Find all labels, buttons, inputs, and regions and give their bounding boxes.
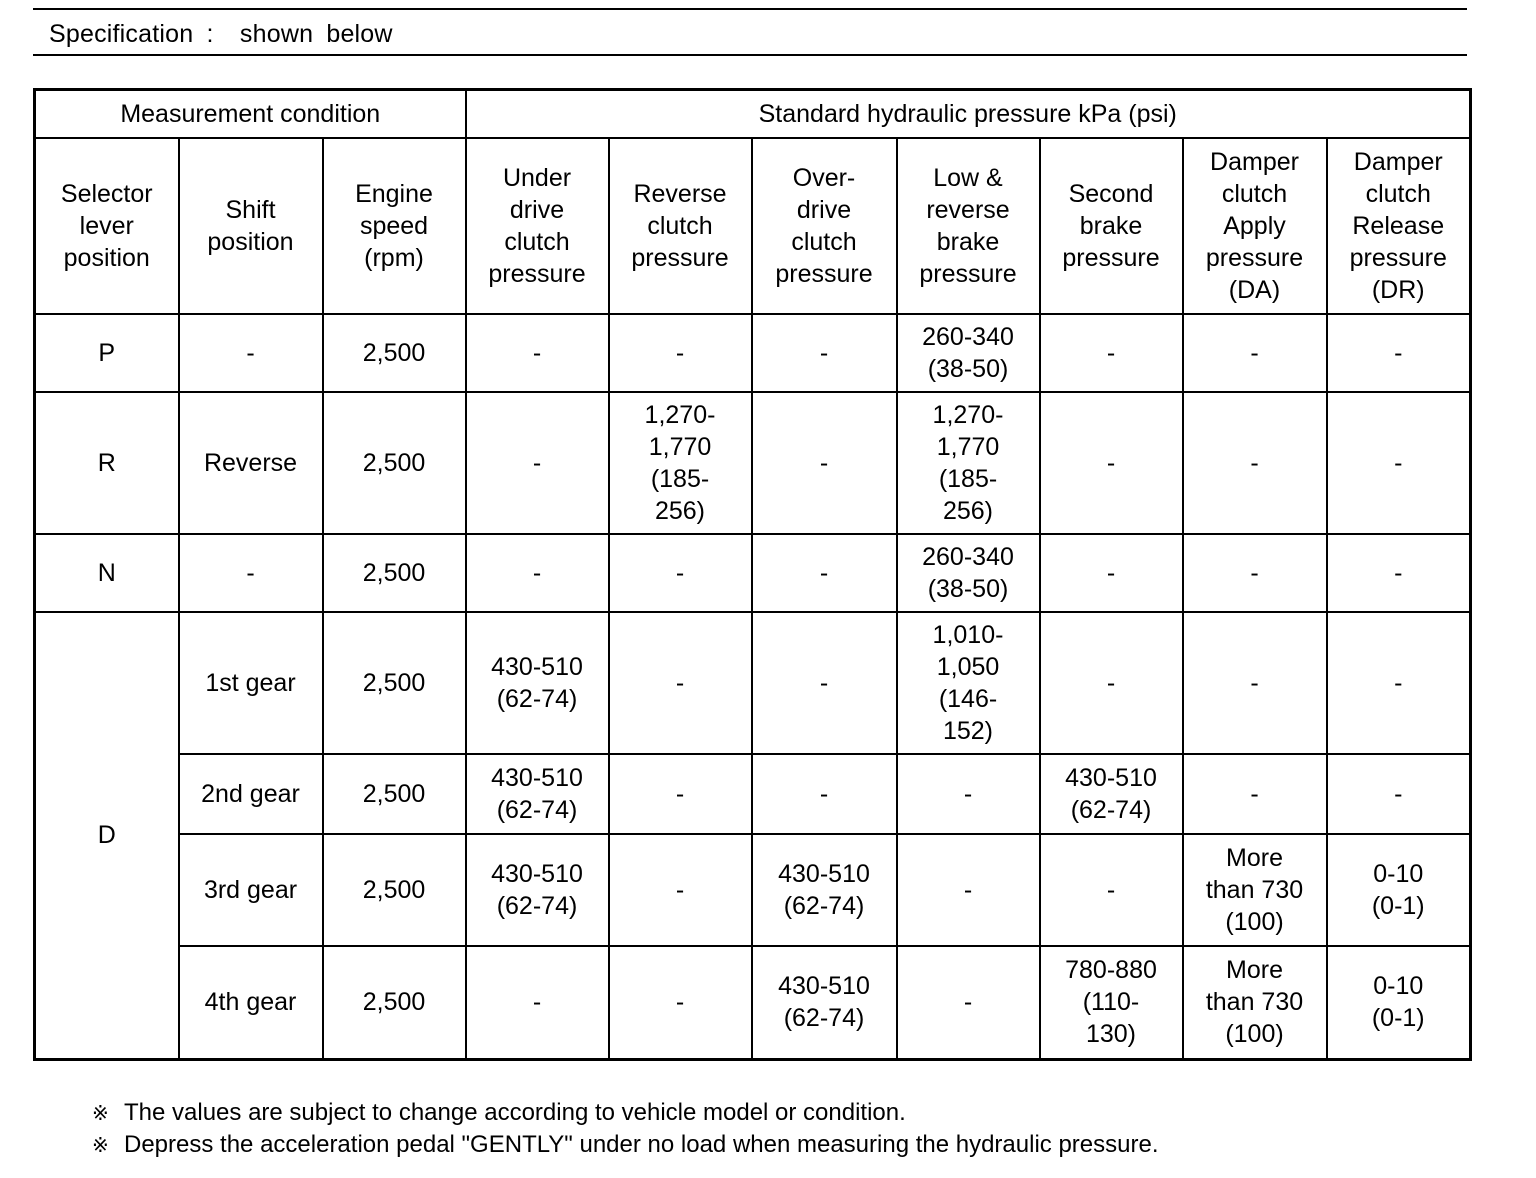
table-row [35,314,1471,392]
value-cell: - [1327,754,1471,834]
value-cell: 430-510 (62-74) [466,754,609,834]
value-cell: - [1040,534,1183,612]
value-cell: 0-10 (0-1) [1327,834,1471,946]
shift-cell: 4th gear [179,946,323,1060]
selector-cell: P [35,314,179,392]
value-cell: - [897,946,1040,1060]
value-cell: 1,270- 1,770 (185- 256) [897,392,1040,534]
col-header-shift: Shift position [179,138,323,314]
col-header-selector: Selector lever position [35,138,179,314]
shift-cell: Reverse [179,392,323,534]
value-cell: - [609,834,752,946]
group-header-row [35,90,1471,138]
selector-cell: N [35,534,179,612]
column-header-row [35,138,1471,314]
value-cell: - [752,314,897,392]
value-cell: 430-510 (62-74) [752,834,897,946]
value-cell: 430-510 (62-74) [466,612,609,754]
value-cell: - [466,534,609,612]
col-header-underdrive: Under drive clutch pressure [466,138,609,314]
table-row [35,754,1471,834]
value-cell: 1,270- 1,770 (185- 256) [609,392,752,534]
value-cell: - [609,946,752,1060]
hydraulic-pressure-table [33,88,1472,1061]
selector-cell: R [35,392,179,534]
col-header-engine-speed: Engine speed (rpm) [323,138,466,314]
footnote [92,1097,1159,1129]
footnote-text: The values are subject to change according to vehicle model or condition. [124,1099,906,1126]
footnote [92,1129,1159,1161]
footnote-text: Depress the acceleration pedal "GENTLY" under no load when measuring the hydraulic pressure. [124,1131,1159,1158]
table-row [35,392,1471,534]
value-cell: - [1327,314,1471,392]
value-cell: - [1040,834,1183,946]
shift-cell: - [179,314,323,392]
value-cell: - [1183,314,1327,392]
value-cell: - [752,392,897,534]
value-cell: - [1183,392,1327,534]
value-cell: - [609,314,752,392]
speed-cell: 2,500 [323,754,466,834]
value-cell: 1,010- 1,050 (146- 152) [897,612,1040,754]
value-cell: - [1040,314,1183,392]
value-cell: 260-340 (38-50) [897,314,1040,392]
value-cell: - [1183,754,1327,834]
value-cell: 780-880 (110- 130) [1040,946,1183,1060]
value-cell: 0-10 (0-1) [1327,946,1471,1060]
speed-cell: 2,500 [323,946,466,1060]
speed-cell: 2,500 [323,834,466,946]
value-cell: 430-510 (62-74) [1040,754,1183,834]
value-cell: - [1327,612,1471,754]
shift-cell: 3rd gear [179,834,323,946]
value-cell: - [609,534,752,612]
speed-cell: 2,500 [323,534,466,612]
specification-bar [33,8,1467,56]
speed-cell: 2,500 [323,612,466,754]
reference-mark-icon: ※ [92,1101,109,1125]
value-cell: - [897,754,1040,834]
value-cell: - [466,946,609,1060]
value-cell: - [1327,534,1471,612]
table-row [35,612,1471,754]
footnotes [92,1097,1159,1161]
col-header-second-brake: Second brake pressure [1040,138,1183,314]
selector-cell: D [35,612,179,1060]
value-cell: 430-510 (62-74) [466,834,609,946]
value-cell: - [1327,392,1471,534]
reference-mark-icon: ※ [92,1133,109,1157]
value-cell: - [752,612,897,754]
value-cell: - [897,834,1040,946]
value-cell: - [1040,392,1183,534]
col-header-damper-release: Damper clutch Release pressure (DR) [1327,138,1471,314]
col-header-overdrive: Over- drive clutch pressure [752,138,897,314]
value-cell: - [1040,612,1183,754]
value-cell: - [1183,534,1327,612]
value-cell: - [752,754,897,834]
value-cell: - [466,314,609,392]
shift-cell: - [179,534,323,612]
col-header-low-reverse: Low & reverse brake pressure [897,138,1040,314]
value-cell: 260-340 (38-50) [897,534,1040,612]
value-cell: 430-510 (62-74) [752,946,897,1060]
value-cell: - [752,534,897,612]
table-row [35,534,1471,612]
table-row [35,834,1471,946]
value-cell: - [1183,612,1327,754]
specification-label: Specification : shown below [49,20,393,48]
speed-cell: 2,500 [323,392,466,534]
standard-pressure-header: Standard hydraulic pressure kPa (psi) [466,90,1471,138]
value-cell: - [609,754,752,834]
value-cell: More than 730 (100) [1183,946,1327,1060]
table-row [35,946,1471,1060]
value-cell: - [466,392,609,534]
speed-cell: 2,500 [323,314,466,392]
measurement-condition-header: Measurement condition [35,90,466,138]
shift-cell: 2nd gear [179,754,323,834]
col-header-damper-apply: Damper clutch Apply pressure (DA) [1183,138,1327,314]
col-header-reverse: Reverse clutch pressure [609,138,752,314]
value-cell: - [609,612,752,754]
shift-cell: 1st gear [179,612,323,754]
value-cell: More than 730 (100) [1183,834,1327,946]
